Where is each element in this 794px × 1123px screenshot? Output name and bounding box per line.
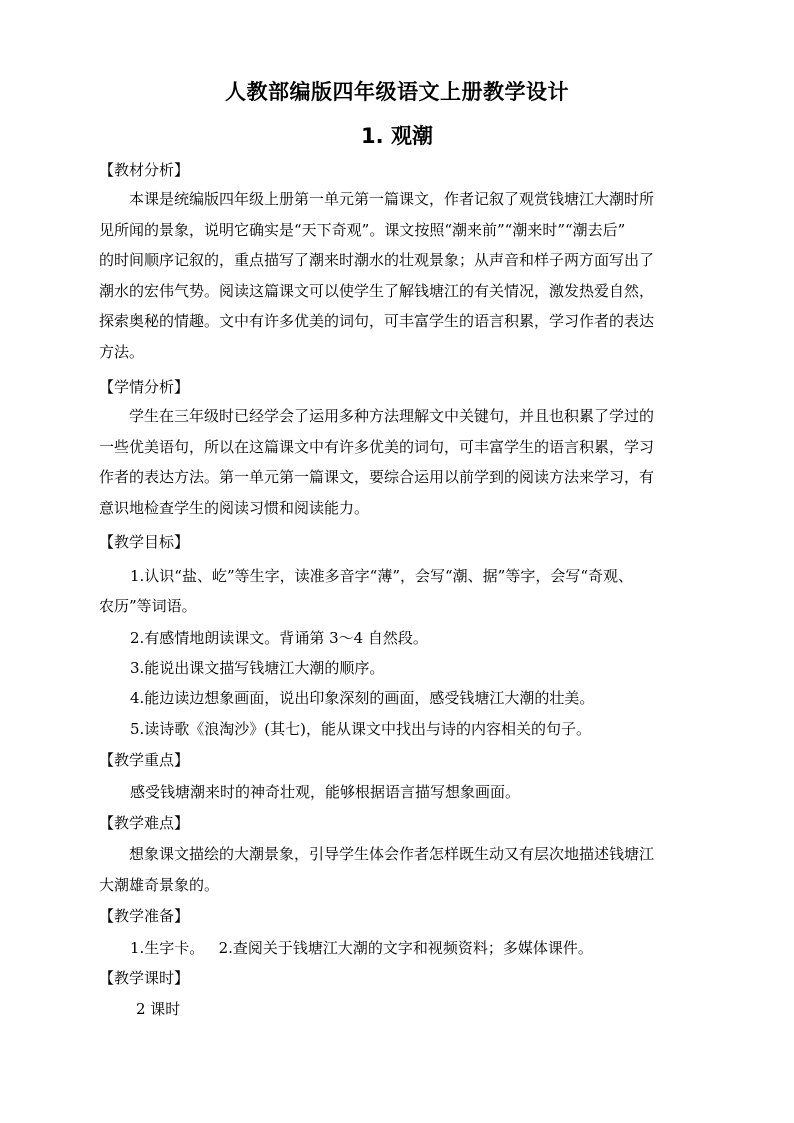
paragraph-line: 潮水的宏伟气势。阅读这篇课文可以使学生了解钱塘江的有关情况，激发热爱自然， [99, 281, 655, 300]
paragraph-line: 本课是统编版四年级上册第一单元第一篇课文，作者记叙了观赏钱塘江大潮时所 [129, 190, 655, 208]
lesson-title: 1. 观潮 [361, 124, 433, 148]
preparation-text: 1.生字卡。 2.查阅关于钱塘江大潮的文字和视频资料；多媒体课件。 [130, 939, 593, 957]
paragraph-line: 一些优美语句，所以在这篇课文中有许多优美的词句，可丰富学生的语言积累，学习 [99, 437, 655, 456]
student-analysis-paragraph [99, 401, 709, 523]
goal-item-4: 4.能边读边想象画面，说出印象深刻的画面，感受钱塘江大潮的壮美。 [130, 689, 595, 707]
paragraph-line: 想象课文描绘的大潮景象，引导学生体会作者怎样既生动又有层次地描述钱塘江 [129, 845, 655, 863]
difficulties-paragraph [99, 839, 709, 900]
key-points-text: 感受钱塘潮来时的神奇壮观，能够根据语言描写想象画面。 [130, 783, 521, 801]
goal-item-3: 3.能说出课文描写钱塘江大潮的顺序。 [130, 659, 385, 677]
paragraph-line: 的时间顺序记叙的，重点描写了潮来时潮水的壮观景象；从声音和样子两方面写出了 [99, 251, 655, 269]
paragraph-line: 意识地检查学生的阅读习惯和阅读能力。 [99, 498, 370, 517]
goal-item-5: 5.读诗歌《浪淘沙》(其七)，能从课文中找出与诗的内容相关的句子。 [130, 720, 592, 738]
paragraph-line: 学生在三年级时已经学会了运用多种方法理解文中关键句，并且也积累了学过的 [129, 407, 655, 425]
section-heading-goals: 【教学目标】 [99, 533, 190, 551]
section-heading-difficulties: 【教学难点】 [99, 814, 190, 832]
paragraph-line: 见所闻的景象，说明它确实是“天下奇观”。课文按照“潮来前”“潮来时”“潮去后” [99, 220, 626, 239]
goal-item-1: 1.认识“盐、屹”等生字，读准多音字“薄”，会写“潮、据”等字，会写“奇观、 [130, 567, 633, 585]
paragraph-line: 探索奥秘的情趣。文中有许多优美的词句，可丰富学生的语言积累，学习作者的表达 [99, 312, 655, 330]
goal-item-1-continuation: 农历”等词语。 [99, 597, 197, 615]
periods-text: 2 课时 [136, 1000, 181, 1018]
document-title: 人教部编版四年级语文上册教学设计 [225, 80, 569, 104]
section-heading-key-points: 【教学重点】 [99, 751, 190, 769]
section-heading-textbook-analysis: 【教材分析】 [99, 161, 190, 179]
goal-item-2: 2.有感情地朗读课文。背诵第 3～4 自然段。 [130, 629, 428, 647]
section-heading-preparation: 【教学准备】 [99, 907, 190, 925]
paragraph-line: 方法。 [99, 342, 145, 361]
paragraph-line: 大潮雄奇景象的。 [99, 875, 220, 894]
paragraph-line: 作者的表达方法。第一单元第一篇课文，要综合运用以前学到的阅读方法来学习，有 [99, 468, 655, 486]
section-heading-student-analysis: 【学情分析】 [99, 378, 190, 396]
section-heading-periods: 【教学课时】 [99, 969, 190, 987]
textbook-analysis-paragraph [99, 184, 709, 367]
